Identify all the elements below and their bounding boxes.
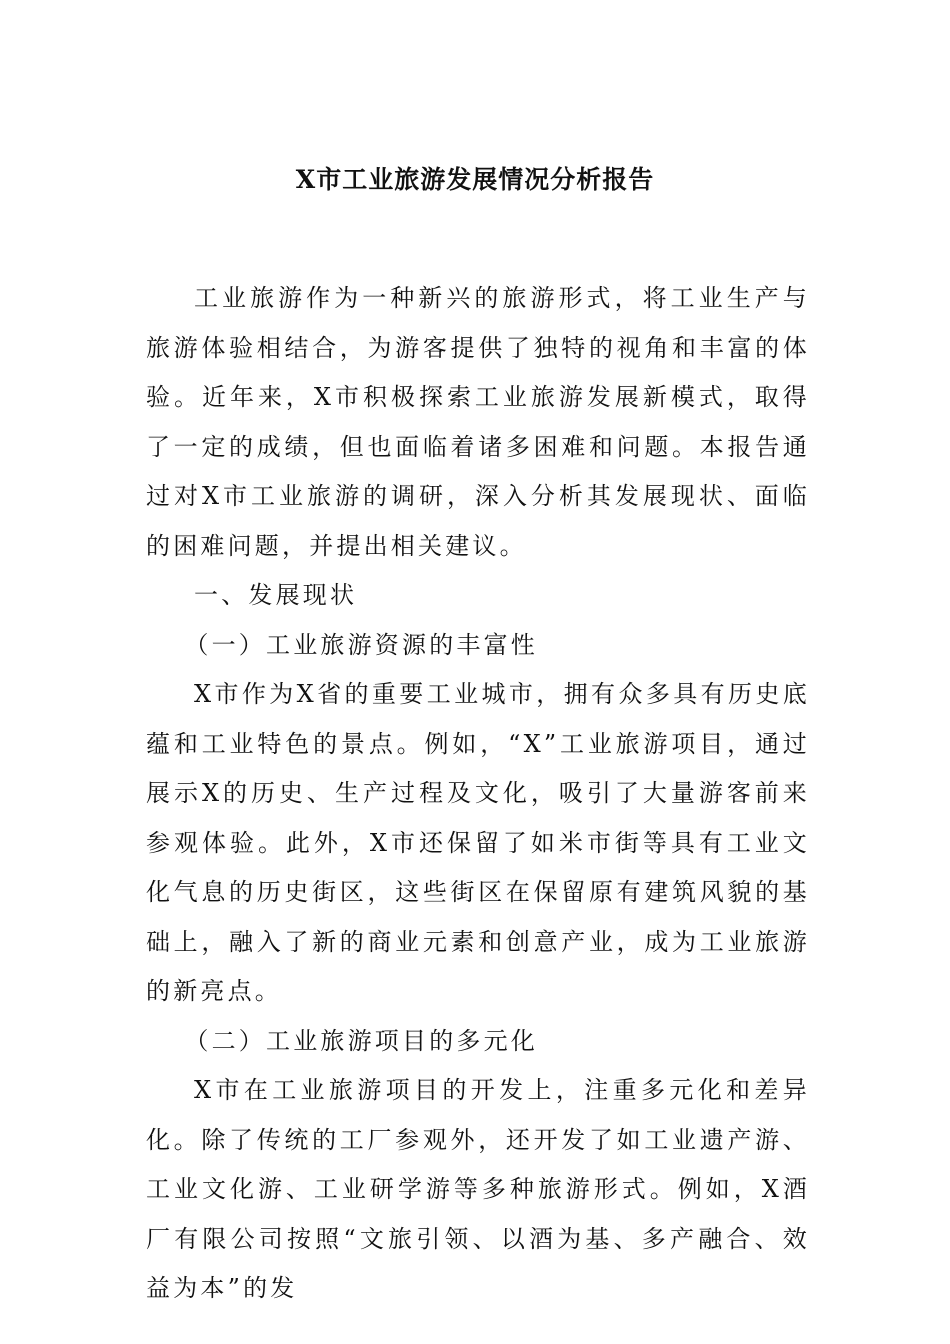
subsection-heading-1: （一）工业旅游资源的丰富性 — [184, 630, 538, 659]
section-heading-1: 一、发展现状 — [194, 581, 358, 609]
document-title: X市工业旅游发展情况分析报告 — [295, 165, 655, 194]
subsection-heading-2: （二）工业旅游项目的多元化 — [184, 1026, 538, 1055]
document-body — [146, 274, 810, 1314]
intro-paragraph: 工业旅游作为一种新兴的旅游形式，将工业生产与旅游体验相结合，为游客提供了独特的视角和丰富的体验。近年来，X市积极探索工业旅游发展新模式，取得了一定的成绩，但也面临着诸多困难和问题。本报告通过对X市工业旅游的调研，深入分析其发展现状、面临的困难问题，并提出相关建议。 — [146, 284, 810, 560]
resources-paragraph: X市作为X省的重要工业城市，拥有众多具有历史底蕴和工业特色的景点。例如，“X”工业旅游项目，通过展示X的历史、生产过程及文化，吸引了大量游客前来参观体验。此外，X市还保留了如米市街等具有工业文化气息的历史街区，这些街区在保留原有建筑风貌的基础上，融入了新的商业元素和创意产业，成为工业旅游的新亮点。 — [146, 680, 810, 1005]
projects-paragraph: X市在工业旅游项目的开发上，注重多元化和差异化。除了传统的工厂参观外，还开发了如工业遗产游、工业文化游、工业研学游等多种旅游形式。例如，X酒厂有限公司按照“文旅引领、以酒为基、多产融合、效益为本”的发 — [146, 1076, 810, 1302]
